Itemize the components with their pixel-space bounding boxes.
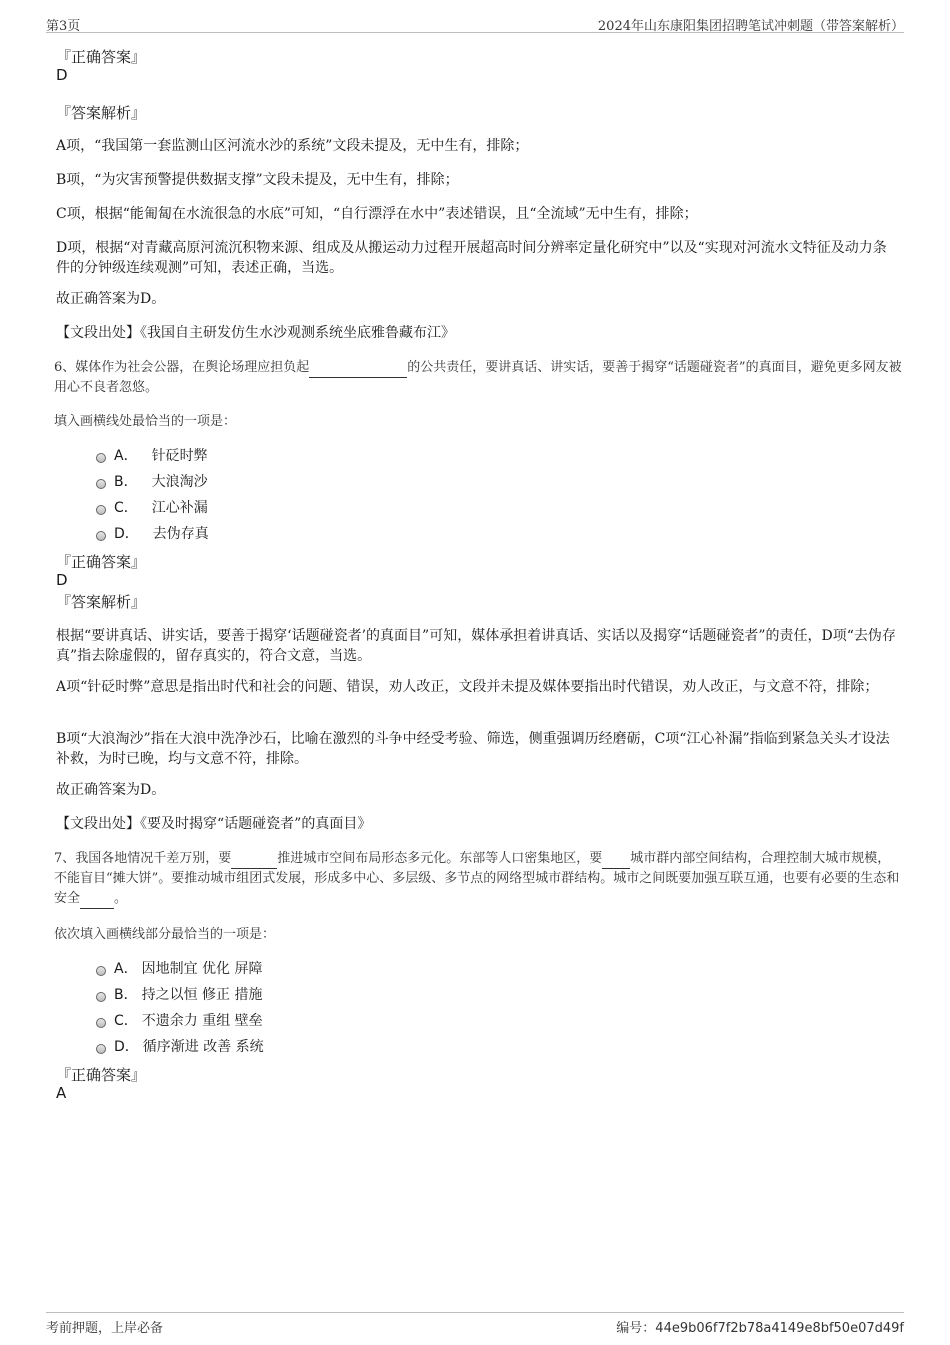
- option-c[interactable]: C． 不遗余力 重组 壁垒: [96, 1012, 263, 1030]
- analysis-line: 根据“要讲真话、讲实话，要善于揭穿‘话题碰瓷者’的真面目”可知，媒体承担着讲真话、实话以及揭穿“话题碰瓷者”的责任，D项“去伪存真”指去除虚假的，留存真实的，符合文意，当选。: [56, 628, 896, 664]
- document-id: 编号：44e9b06f7f2b78a4149e8bf50e07d49f: [616, 1321, 904, 1336]
- analysis-line: B项，“为灾害预警提供数据支撑”文段未提及，无中生有，排除；: [56, 172, 459, 188]
- option-b[interactable]: B． 大浪淘沙: [96, 473, 208, 491]
- radio-button[interactable]: [96, 966, 106, 976]
- radio-button[interactable]: [96, 479, 106, 489]
- analysis-label: 『答案解析』: [56, 104, 147, 122]
- question-stem: 6、媒体作为社会公器，在舆论场理应担负起 的公共责任，要讲真话、讲实话，要善于揭穿“话题碰瓷者”的真面目，避免更多网友被用心不良者忽悠。: [54, 360, 902, 395]
- text-source: 【文段出处】《我国自主研发仿生水沙观测系统坐底雅鲁藏布江》: [56, 325, 455, 341]
- fill-blank: [309, 363, 407, 378]
- fill-blank: [231, 854, 277, 869]
- answer-value: D: [56, 66, 68, 84]
- answer-label: 『正确答案』: [56, 553, 147, 571]
- page-number: 第3页: [46, 19, 81, 34]
- footer-slogan: 考前押题，上岸必备: [46, 1321, 164, 1336]
- document-title: 2024年山东康阳集团招聘笔试冲刺题（带答案解析）: [597, 19, 904, 34]
- text-source: 【文段出处】《要及时揭穿“话题碰瓷者”的真面目》: [56, 816, 372, 832]
- analysis-line: B项“大浪淘沙”指在大浪中洗净沙石，比喻在激烈的斗争中经受考验、筛选，侧重强调历经磨砺，C项“江心补漏”指临到紧急关头才设法补救，为时已晚，均与文意不符，排除。: [56, 731, 890, 767]
- answer-value: A: [56, 1084, 67, 1102]
- question-prompt: 填入画横线处最恰当的一项是：: [54, 414, 237, 429]
- answer-label: 『正确答案』: [56, 1066, 147, 1084]
- analysis-line: C项，根据“能匍匐在水流很急的水底”可知，“自行漂浮在水中”表述错误，且“全流域”无中生有，排除；: [56, 206, 698, 222]
- analysis-label: 『答案解析』: [56, 593, 147, 611]
- fill-blank: [602, 854, 630, 869]
- radio-button[interactable]: [96, 531, 106, 541]
- analysis-line: D项，根据“对青藏高原河流沉积物来源、组成及从搬运动力过程开展超高时间分辨率定量化研究中”以及“实现对河流水文特征及动力条件的分钟级连续观测”可知，表述正确，当选。: [56, 240, 887, 276]
- option-a[interactable]: A． 针砭时弊: [96, 447, 208, 465]
- answer-value: D: [56, 571, 68, 589]
- option-d[interactable]: D． 去伪存真: [96, 525, 209, 543]
- analysis-conclusion: 故正确答案为D。: [56, 291, 166, 307]
- option-a[interactable]: A． 因地制宜 优化 屏障: [96, 960, 262, 978]
- question-prompt: 依次填入画横线部分最恰当的一项是：: [54, 927, 276, 942]
- analysis-line: A项，“我国第一套监测山区河流水沙的系统”文段未提及，无中生有，排除；: [56, 138, 529, 154]
- page-header: [46, 14, 904, 33]
- page-footer: [46, 1312, 904, 1336]
- radio-button[interactable]: [96, 1044, 106, 1054]
- option-d[interactable]: D． 循序渐进 改善 系统: [96, 1038, 264, 1056]
- fill-blank: [80, 894, 114, 909]
- radio-button[interactable]: [96, 1018, 106, 1028]
- option-c[interactable]: C． 江心补漏: [96, 499, 208, 517]
- question-stem: 7、我国各地情况千差万别，要 推进城市空间布局形态多元化。东部等人口密集地区，要 城市群内部空间结构，合理控制大城市规模，不能盲目“摊大饼”。要推动城市组团式发展，形成多中心、多层级、多节点的网络型城市群结构。城市之间既要加强互联互通，也要有必要的生态和安全 。: [54, 849, 902, 909]
- option-b[interactable]: B． 持之以恒 修正 措施: [96, 986, 263, 1004]
- radio-button[interactable]: [96, 505, 106, 515]
- analysis-conclusion: 故正确答案为D。: [56, 782, 166, 798]
- analysis-line: A项“针砭时弊”意思是指出时代和社会的问题、错误，劝人改正，文段并未提及媒体要指出时代错误，劝人改正，与文意不符，排除；: [56, 679, 879, 695]
- radio-button[interactable]: [96, 992, 106, 1002]
- radio-button[interactable]: [96, 453, 106, 463]
- answer-label: 『正确答案』: [56, 48, 147, 66]
